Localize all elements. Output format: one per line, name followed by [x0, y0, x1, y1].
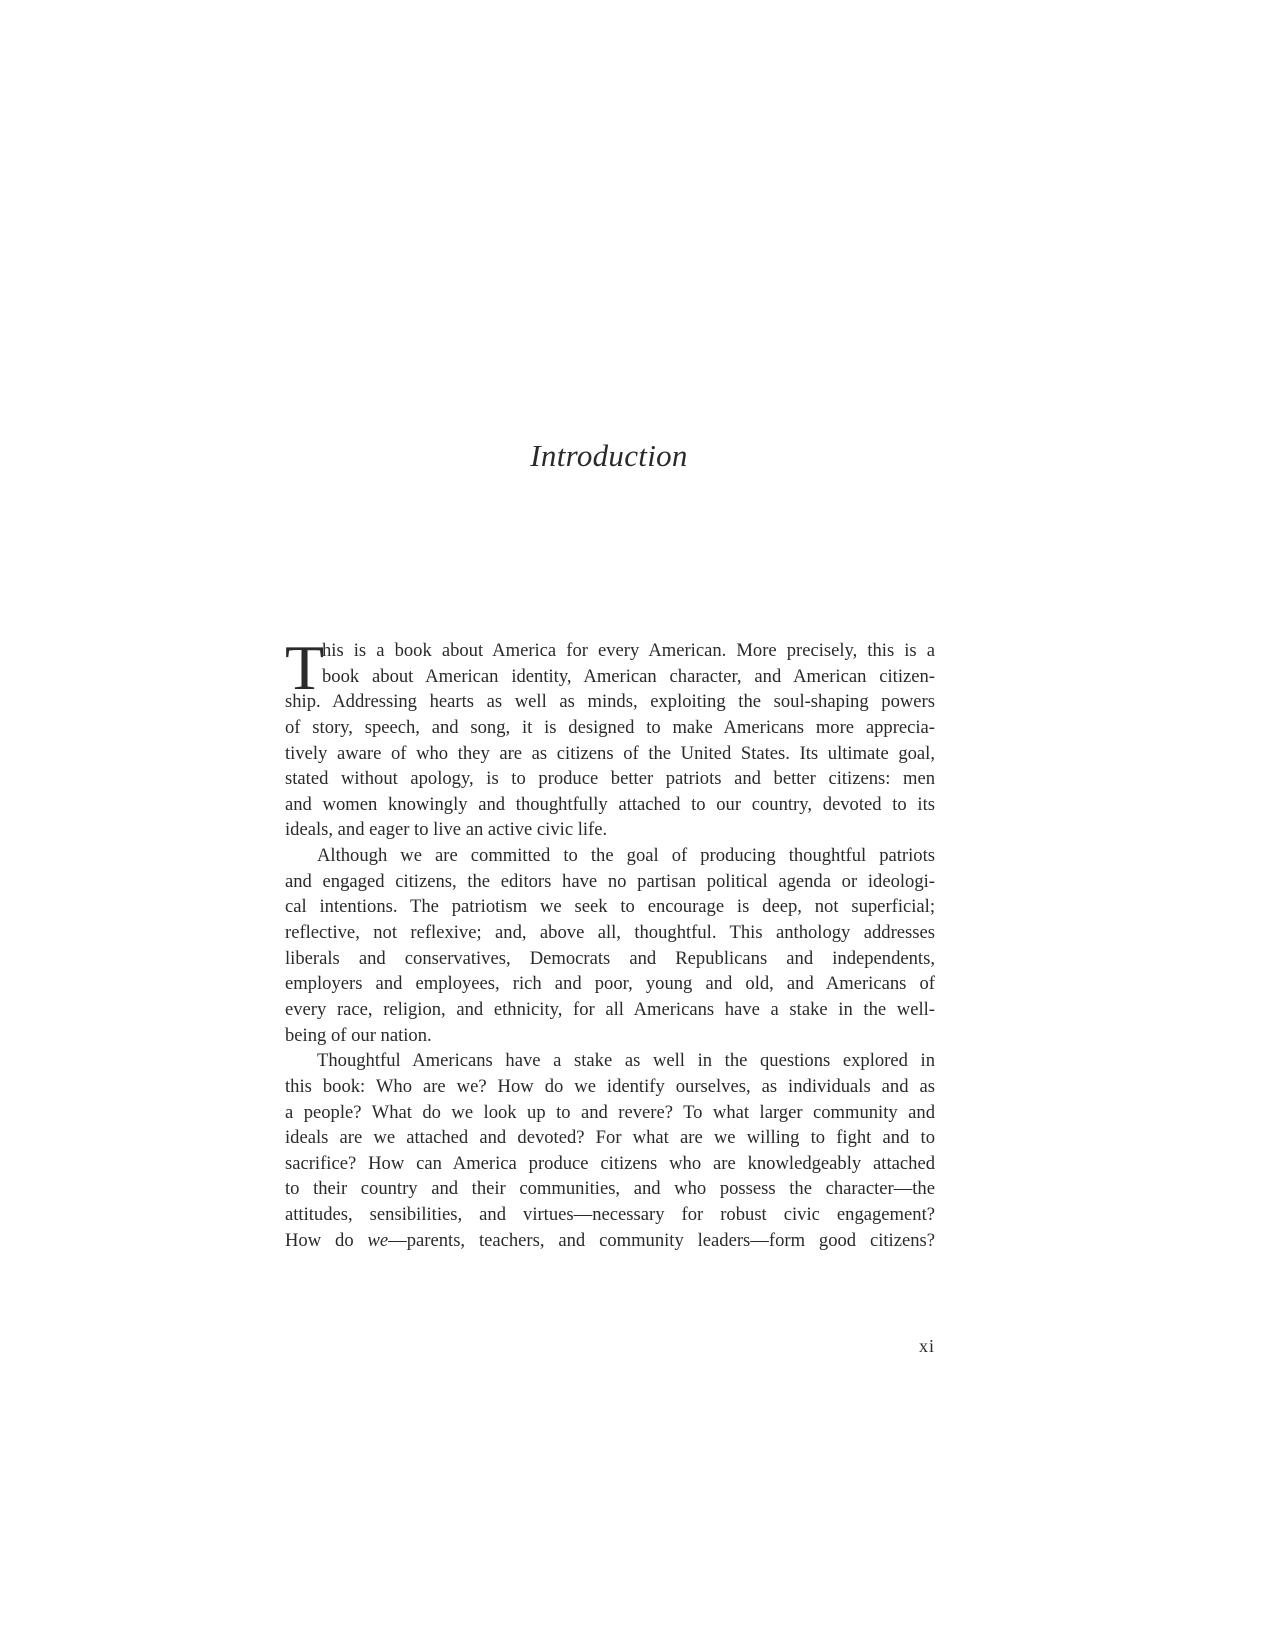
text-line: liberals and conservatives, Democrats and Republicans and independents, — [285, 947, 935, 969]
text-line: Although we are committed to the goal of producing thoughtful patriots — [317, 845, 935, 867]
text-line: tively aware of who they are as citizens of the United States. Its ultimate goal, — [285, 742, 935, 764]
text-line: his is a book about America for every American. More precisely, this is a — [322, 640, 935, 661]
text-segment: How do — [285, 1229, 368, 1251]
text-line — [285, 1228, 935, 1254]
text-line: sacrifice? How can America produce citizens who are knowledgeably attached — [285, 1152, 935, 1174]
text-line: stated without apology, is to produce better patriots and better citizens: men — [285, 768, 935, 790]
text-line: and engaged citizens, the editors have no partisan political agenda or ideologi- — [285, 870, 935, 892]
text-line: ideals, and eager to live an active civic life. — [285, 819, 608, 841]
text-line: book about American identity, American character, and American citizen- — [322, 665, 935, 687]
text-line: to their country and their communities, and who possess the character—the — [285, 1178, 935, 1200]
text-line: this book: Who are we? How do we identify ourselves, as individuals and as — [285, 1075, 935, 1097]
text-segment: —parents, teachers, and community leaders—form good citizens? — [388, 1229, 935, 1251]
page-number: xi — [918, 1336, 935, 1356]
chapter-title: Introduction — [530, 438, 688, 473]
text-line: a people? What do we look up to and revere? To what larger community and — [285, 1101, 935, 1123]
text-line: ideals are we attached and devoted? For what are we willing to fight and to — [285, 1127, 935, 1149]
italic-emphasis: we — [367, 1229, 389, 1251]
text-line: ship. Addressing hearts as well as minds, exploiting the soul-shaping powers — [285, 691, 935, 713]
text-line: being of our nation. — [285, 1024, 432, 1046]
text-line: attitudes, sensibilities, and virtues—necessary for robust civic engagement? — [285, 1204, 935, 1226]
drop-cap: T — [285, 632, 325, 703]
text-line: Thoughtful Americans have a stake as well in the questions explored in — [317, 1050, 935, 1072]
body-text — [285, 632, 935, 1253]
text-line: every race, religion, and ethnicity, for all Americans have a stake in the well- — [285, 998, 935, 1020]
text-line: reflective, not reflexive; and, above all, thoughtful. This anthology addresses — [285, 922, 935, 944]
text-line: cal intentions. The patriotism we seek to encourage is deep, not superficial; — [285, 896, 935, 918]
text-line: and women knowingly and thoughtfully attached to our country, devoted to its — [285, 793, 935, 815]
text-line: of story, speech, and song, it is designed to make Americans more apprecia- — [285, 716, 935, 738]
text-line: employers and employees, rich and poor, young and old, and Americans of — [285, 973, 935, 995]
